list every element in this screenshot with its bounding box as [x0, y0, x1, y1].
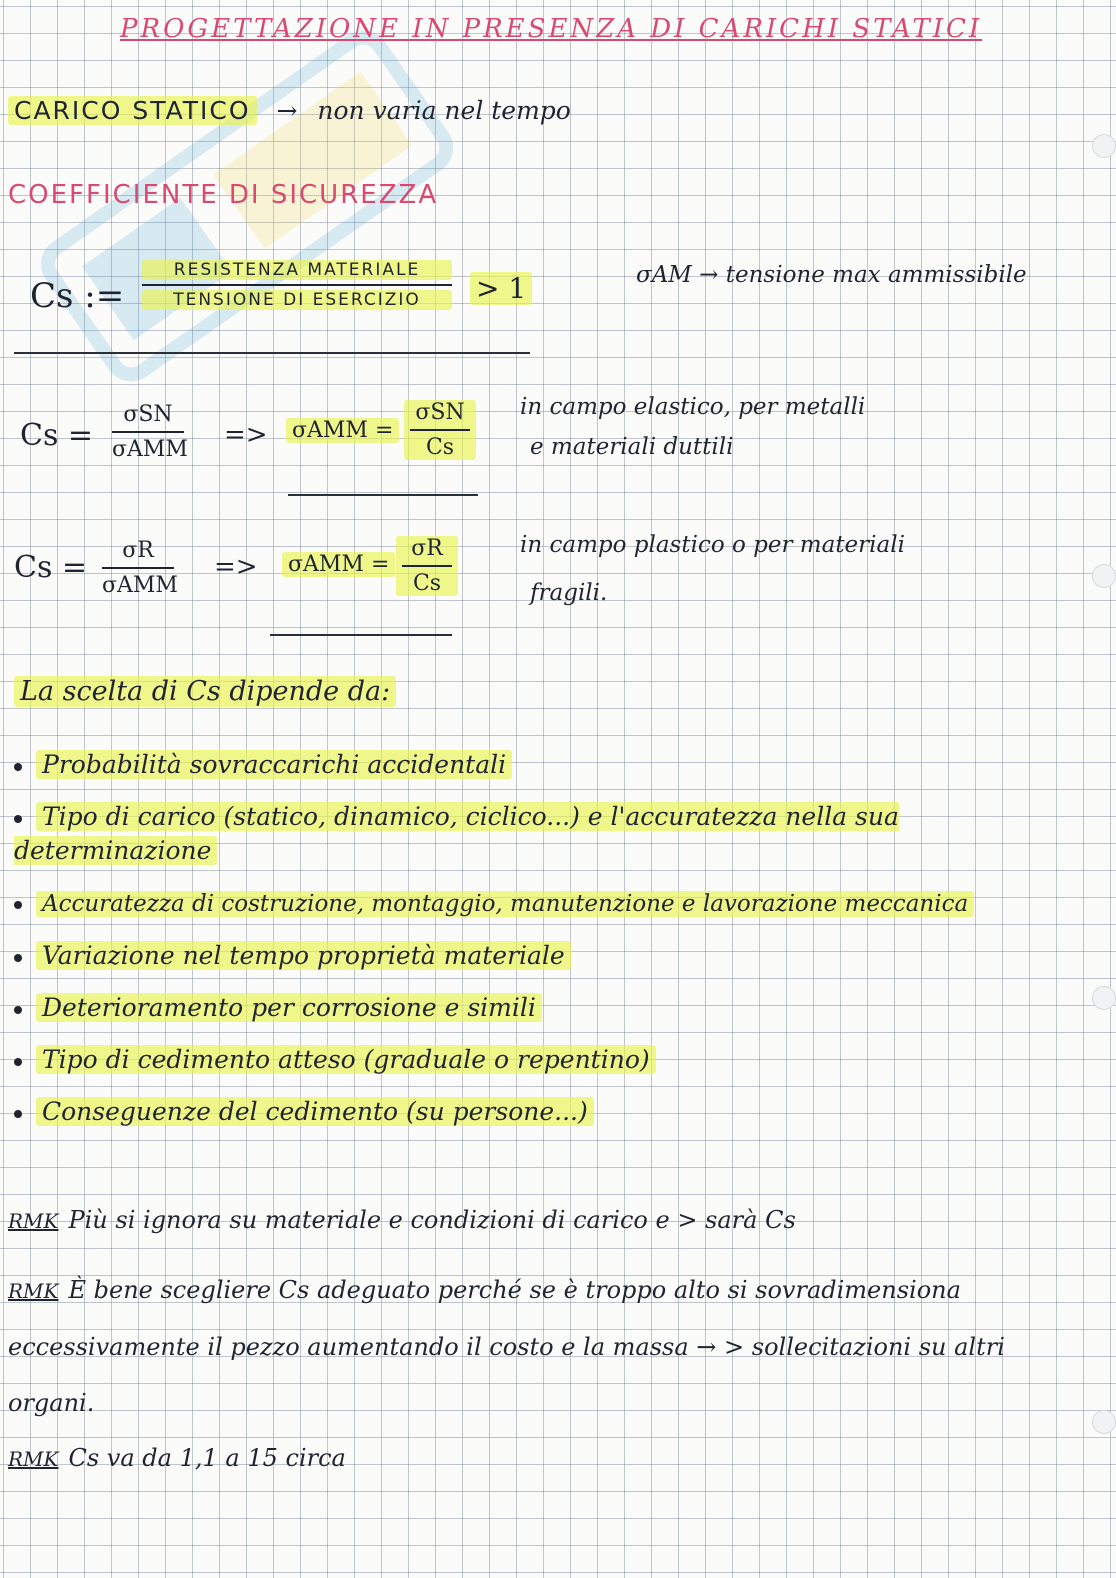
- cs-denominator: TENSIONE DI ESERCIZIO: [142, 290, 452, 310]
- cs-numerator: RESISTENZA MATERIALE: [142, 260, 452, 280]
- elastic-fraction: [112, 402, 188, 462]
- list-item: [14, 1043, 1094, 1077]
- plastic-result-fraction: [396, 536, 458, 596]
- choice-intro-text: La scelta di Cs dipende da:: [14, 676, 396, 707]
- plastic-result-numerator: σR: [411, 536, 443, 561]
- binder-hole: [1092, 134, 1116, 158]
- carico-statico-line: [8, 96, 571, 125]
- plastic-denominator: σAMM: [102, 573, 178, 598]
- remark-tag: RMK: [8, 1447, 59, 1471]
- binder-hole: [1092, 986, 1116, 1010]
- bullet-icon: [14, 763, 22, 771]
- choice-intro: [14, 676, 396, 707]
- bullet-icon: [14, 815, 22, 823]
- watermark-logo: [9, 0, 491, 429]
- list-item: [14, 800, 1054, 868]
- divider-rule: [270, 634, 452, 636]
- page-title: PROGETTAZIONE IN PRESENZA DI CARICHI STATICI: [120, 14, 983, 44]
- factor-text: Probabilità sovraccarichi accidentali: [36, 750, 512, 779]
- bullet-icon: [14, 1058, 22, 1066]
- remark-text: Cs va da 1,1 a 15 circa: [68, 1444, 346, 1472]
- plastic-fraction: [102, 538, 178, 598]
- cs-definition-rhs: > 1: [470, 272, 532, 305]
- elastic-lhs: Cs =: [20, 418, 94, 453]
- plastic-note-1: in campo plastico o per materiali: [520, 532, 905, 558]
- elastic-denominator: σAMM: [112, 437, 188, 462]
- carico-statico-term: CARICO STATICO: [8, 96, 257, 125]
- elastic-note-2: e materiali duttili: [530, 434, 734, 460]
- plastic-result-denominator: Cs: [412, 571, 442, 596]
- binder-hole: [1092, 1410, 1116, 1434]
- factors-list: [14, 748, 1094, 1147]
- divider-rule: [288, 494, 478, 496]
- list-item: [14, 939, 1094, 973]
- implies-arrow-icon: =>: [214, 552, 258, 582]
- list-item: [14, 748, 1094, 782]
- elastic-note-1: in campo elastico, per metalli: [520, 394, 866, 420]
- plastic-lhs: Cs =: [14, 550, 88, 585]
- remark-1: [8, 1206, 796, 1234]
- bullet-icon: [14, 1110, 22, 1118]
- cs-definition-lhs: Cs :=: [30, 276, 125, 316]
- divider-rule: [14, 352, 530, 354]
- elastic-result-denominator: Cs: [425, 435, 455, 460]
- factor-text: Tipo di cedimento atteso (graduale o repentino): [36, 1045, 656, 1074]
- carico-statico-definition: non varia nel tempo: [317, 96, 571, 125]
- factor-text: Accuratezza di costruzione, montaggio, manutenzione e lavorazione meccanica: [36, 891, 974, 917]
- remark-tag: RMK: [8, 1279, 59, 1303]
- remark-text: Più si ignora su materiale e condizioni di carico e > sarà Cs: [68, 1206, 796, 1234]
- remark-tag: RMK: [8, 1209, 59, 1233]
- plastic-numerator: σR: [122, 538, 154, 563]
- fraction-bar: [142, 284, 452, 286]
- elastic-result-fraction: [404, 400, 476, 460]
- implies-arrow-icon: =>: [224, 420, 268, 450]
- section-title: COEFFICIENTE DI SICUREZZA: [8, 180, 439, 210]
- remark-text: È bene scegliere Cs adeguato perché se è troppo alto si sovradimensiona eccessivamente il pezzo aumentando il costo e la massa → > sollecitazioni su altri organi.: [8, 1276, 1005, 1417]
- remark-3: [8, 1444, 346, 1472]
- elastic-result-lhs: σAMM =: [286, 418, 399, 443]
- fraction-bar: [112, 431, 184, 433]
- fraction-bar: [402, 565, 452, 567]
- factor-text: Tipo di carico (statico, dinamico, ciclico...) e l'accuratezza nella sua determinazione: [14, 802, 899, 865]
- bullet-icon: [14, 954, 22, 962]
- fraction-bar: [410, 429, 470, 431]
- plastic-note-2: fragili.: [530, 580, 608, 606]
- list-item: [14, 1095, 1094, 1129]
- bullet-icon: [14, 901, 22, 909]
- list-item: [14, 886, 1094, 921]
- list-item: [14, 991, 1094, 1025]
- bullet-icon: [14, 1006, 22, 1014]
- factor-text: Deterioramento per corrosione e simili: [36, 993, 542, 1022]
- factor-text: Conseguenze del cedimento (su persone...): [36, 1097, 594, 1126]
- arrow-icon: →: [276, 96, 298, 125]
- cs-definition-fraction: [142, 260, 452, 310]
- remark-2: [8, 1262, 1068, 1431]
- elastic-result-numerator: σSN: [415, 400, 465, 425]
- plastic-result-lhs: σAMM =: [282, 552, 395, 577]
- fraction-bar: [102, 567, 174, 569]
- elastic-numerator: σSN: [123, 402, 173, 427]
- binder-hole: [1092, 564, 1116, 588]
- factor-text: Variazione nel tempo proprietà materiale: [36, 941, 571, 970]
- sigma-amm-note: σAM → tensione max ammissibile: [636, 262, 1027, 288]
